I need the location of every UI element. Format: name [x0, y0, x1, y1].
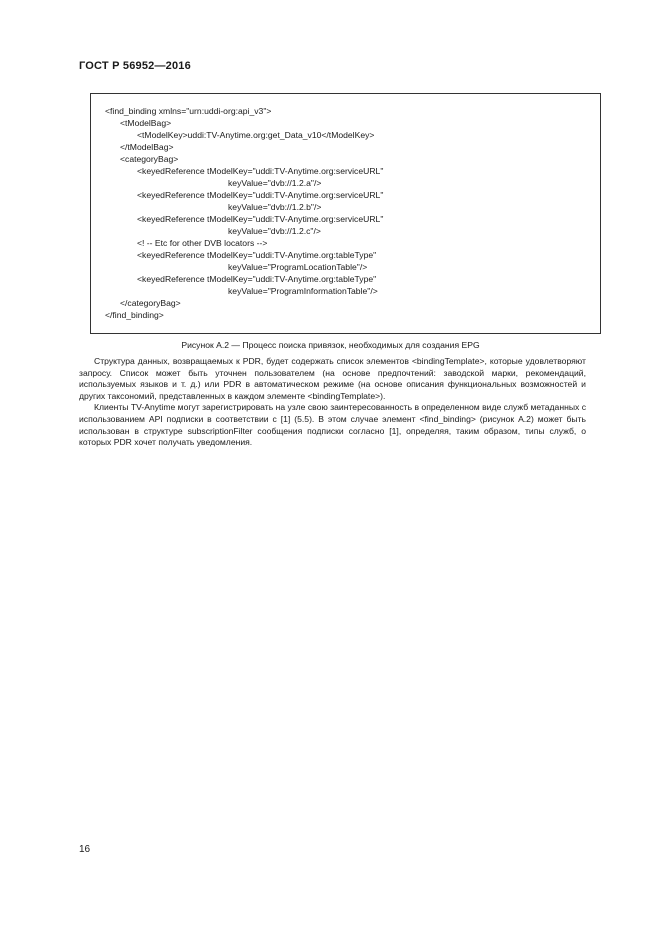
page-number: 16 — [79, 844, 91, 855]
code-line: keyValue="dvb://1.2.b"/> — [228, 202, 322, 212]
figure-caption: Рисунок А.2 — Процесс поиска привязок, необходимых для создания EPG — [181, 340, 480, 350]
code-line: keyValue="ProgramLocationTable"/> — [228, 262, 368, 272]
code-line: <categoryBag> — [120, 154, 179, 164]
code-line: </categoryBag> — [120, 298, 181, 308]
code-line: <keyedReference tModelKey="uddi:TV-Anytime.org:tableType" — [137, 274, 377, 284]
code-line: </find_binding> — [105, 310, 164, 320]
code-line: <tModelKey>uddi:TV-Anytime.org:get_Data_v10</tModelKey> — [137, 130, 375, 140]
paragraph: Структура данных, возвращаемых к PDR, будет содержать список элементов <bindingTemplate>, которые удовлетворяют запросу. Список может быть уточнен пользователем (на основе предпочтений: заводской марки, рекомендаций, используемых языков и т. д.) или PDR в автоматическом режиме (на основе описания функциональных возможностей и других таксономий, представленных в каждом элементе <bindingTemplate>). — [79, 356, 586, 401]
code-line: <keyedReference tModelKey="uddi:TV-Anytime.org:serviceURL" — [137, 166, 384, 176]
code-line: keyValue="dvb://1.2.a"/> — [228, 178, 322, 188]
document-header: ГОСТ Р 56952—2016 — [79, 60, 191, 72]
code-line: </tModelBag> — [120, 142, 174, 152]
body-text — [79, 356, 586, 449]
code-line: keyValue="ProgramInformationTable"/> — [228, 286, 378, 296]
code-line: <tModelBag> — [120, 118, 172, 128]
code-listing-box — [90, 93, 601, 334]
code-line: <! -- Etc for other DVB locators --> — [137, 238, 268, 248]
code-line: <keyedReference tModelKey="uddi:TV-Anytime.org:tableType" — [137, 250, 377, 260]
code-line: <find_binding xmlns="urn:uddi-org:api_v3"> — [105, 106, 272, 116]
code-line: <keyedReference tModelKey="uddi:TV-Anytime.org:serviceURL" — [137, 190, 384, 200]
paragraph: Клиенты TV-Anytime могут зарегистрировать на узле свою заинтересованность в определенном виде служб метаданных с использованием API подписки в соответствии с [1] (5.5). В этом случае элемент <find_binding> (рисунок А.2) может быть использован в структуре subscriptionFilter сообщения подписки согласно [1], определяя, таким образом, типы служб, о которых PDR хочет получать уведомления. — [79, 402, 586, 448]
code-line: <keyedReference tModelKey="uddi:TV-Anytime.org:serviceURL" — [137, 214, 384, 224]
code-line: keyValue="dvb://1.2.c"/> — [228, 226, 321, 236]
